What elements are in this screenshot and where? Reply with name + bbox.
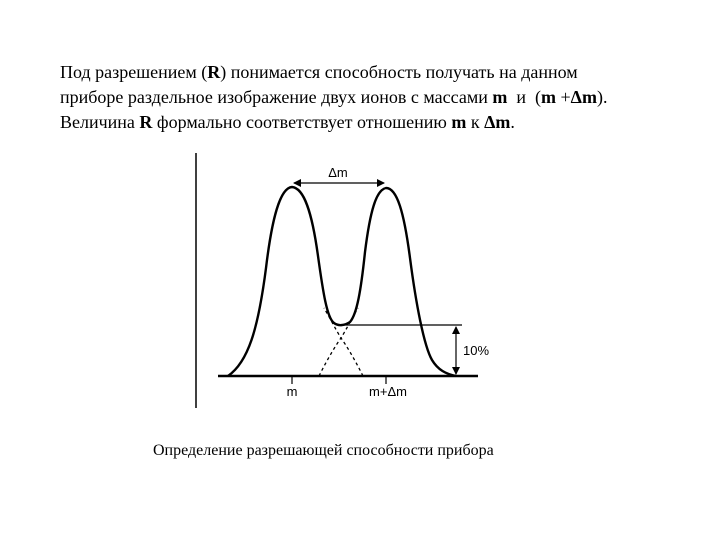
- intro-text: Под разрешением (: [60, 62, 208, 82]
- intro-bold: R: [139, 112, 153, 132]
- intro-bold: Δm: [570, 87, 597, 107]
- peak2-label: m+Δm: [369, 384, 407, 399]
- intro-text: приборе раздельное изображение двух ионов с массами: [60, 87, 493, 107]
- intro-text: Величина: [60, 112, 140, 132]
- intro-bold: m: [492, 87, 508, 107]
- intro-bold: Δm: [484, 112, 511, 132]
- delta-m-label: Δm: [328, 165, 348, 180]
- figure-caption: Определение разрешающей способности прибора: [153, 442, 494, 459]
- intro-bold: R: [207, 62, 221, 82]
- intro-text: и (: [507, 87, 542, 107]
- intro-bold: m: [451, 112, 467, 132]
- intro-text: ).: [596, 87, 608, 107]
- ten-percent-label: 10%: [463, 343, 490, 358]
- spectrum-curve: [228, 187, 456, 376]
- intro-bold: m: [541, 87, 557, 107]
- intro-text: к: [466, 112, 485, 132]
- intro-text: ) понимается способность получать на данном: [220, 62, 578, 82]
- intro-text: +: [556, 87, 571, 107]
- intro-text: .: [510, 112, 515, 132]
- peak1-label: m: [286, 384, 298, 399]
- intro-text: формально соответствует отношению: [152, 112, 452, 132]
